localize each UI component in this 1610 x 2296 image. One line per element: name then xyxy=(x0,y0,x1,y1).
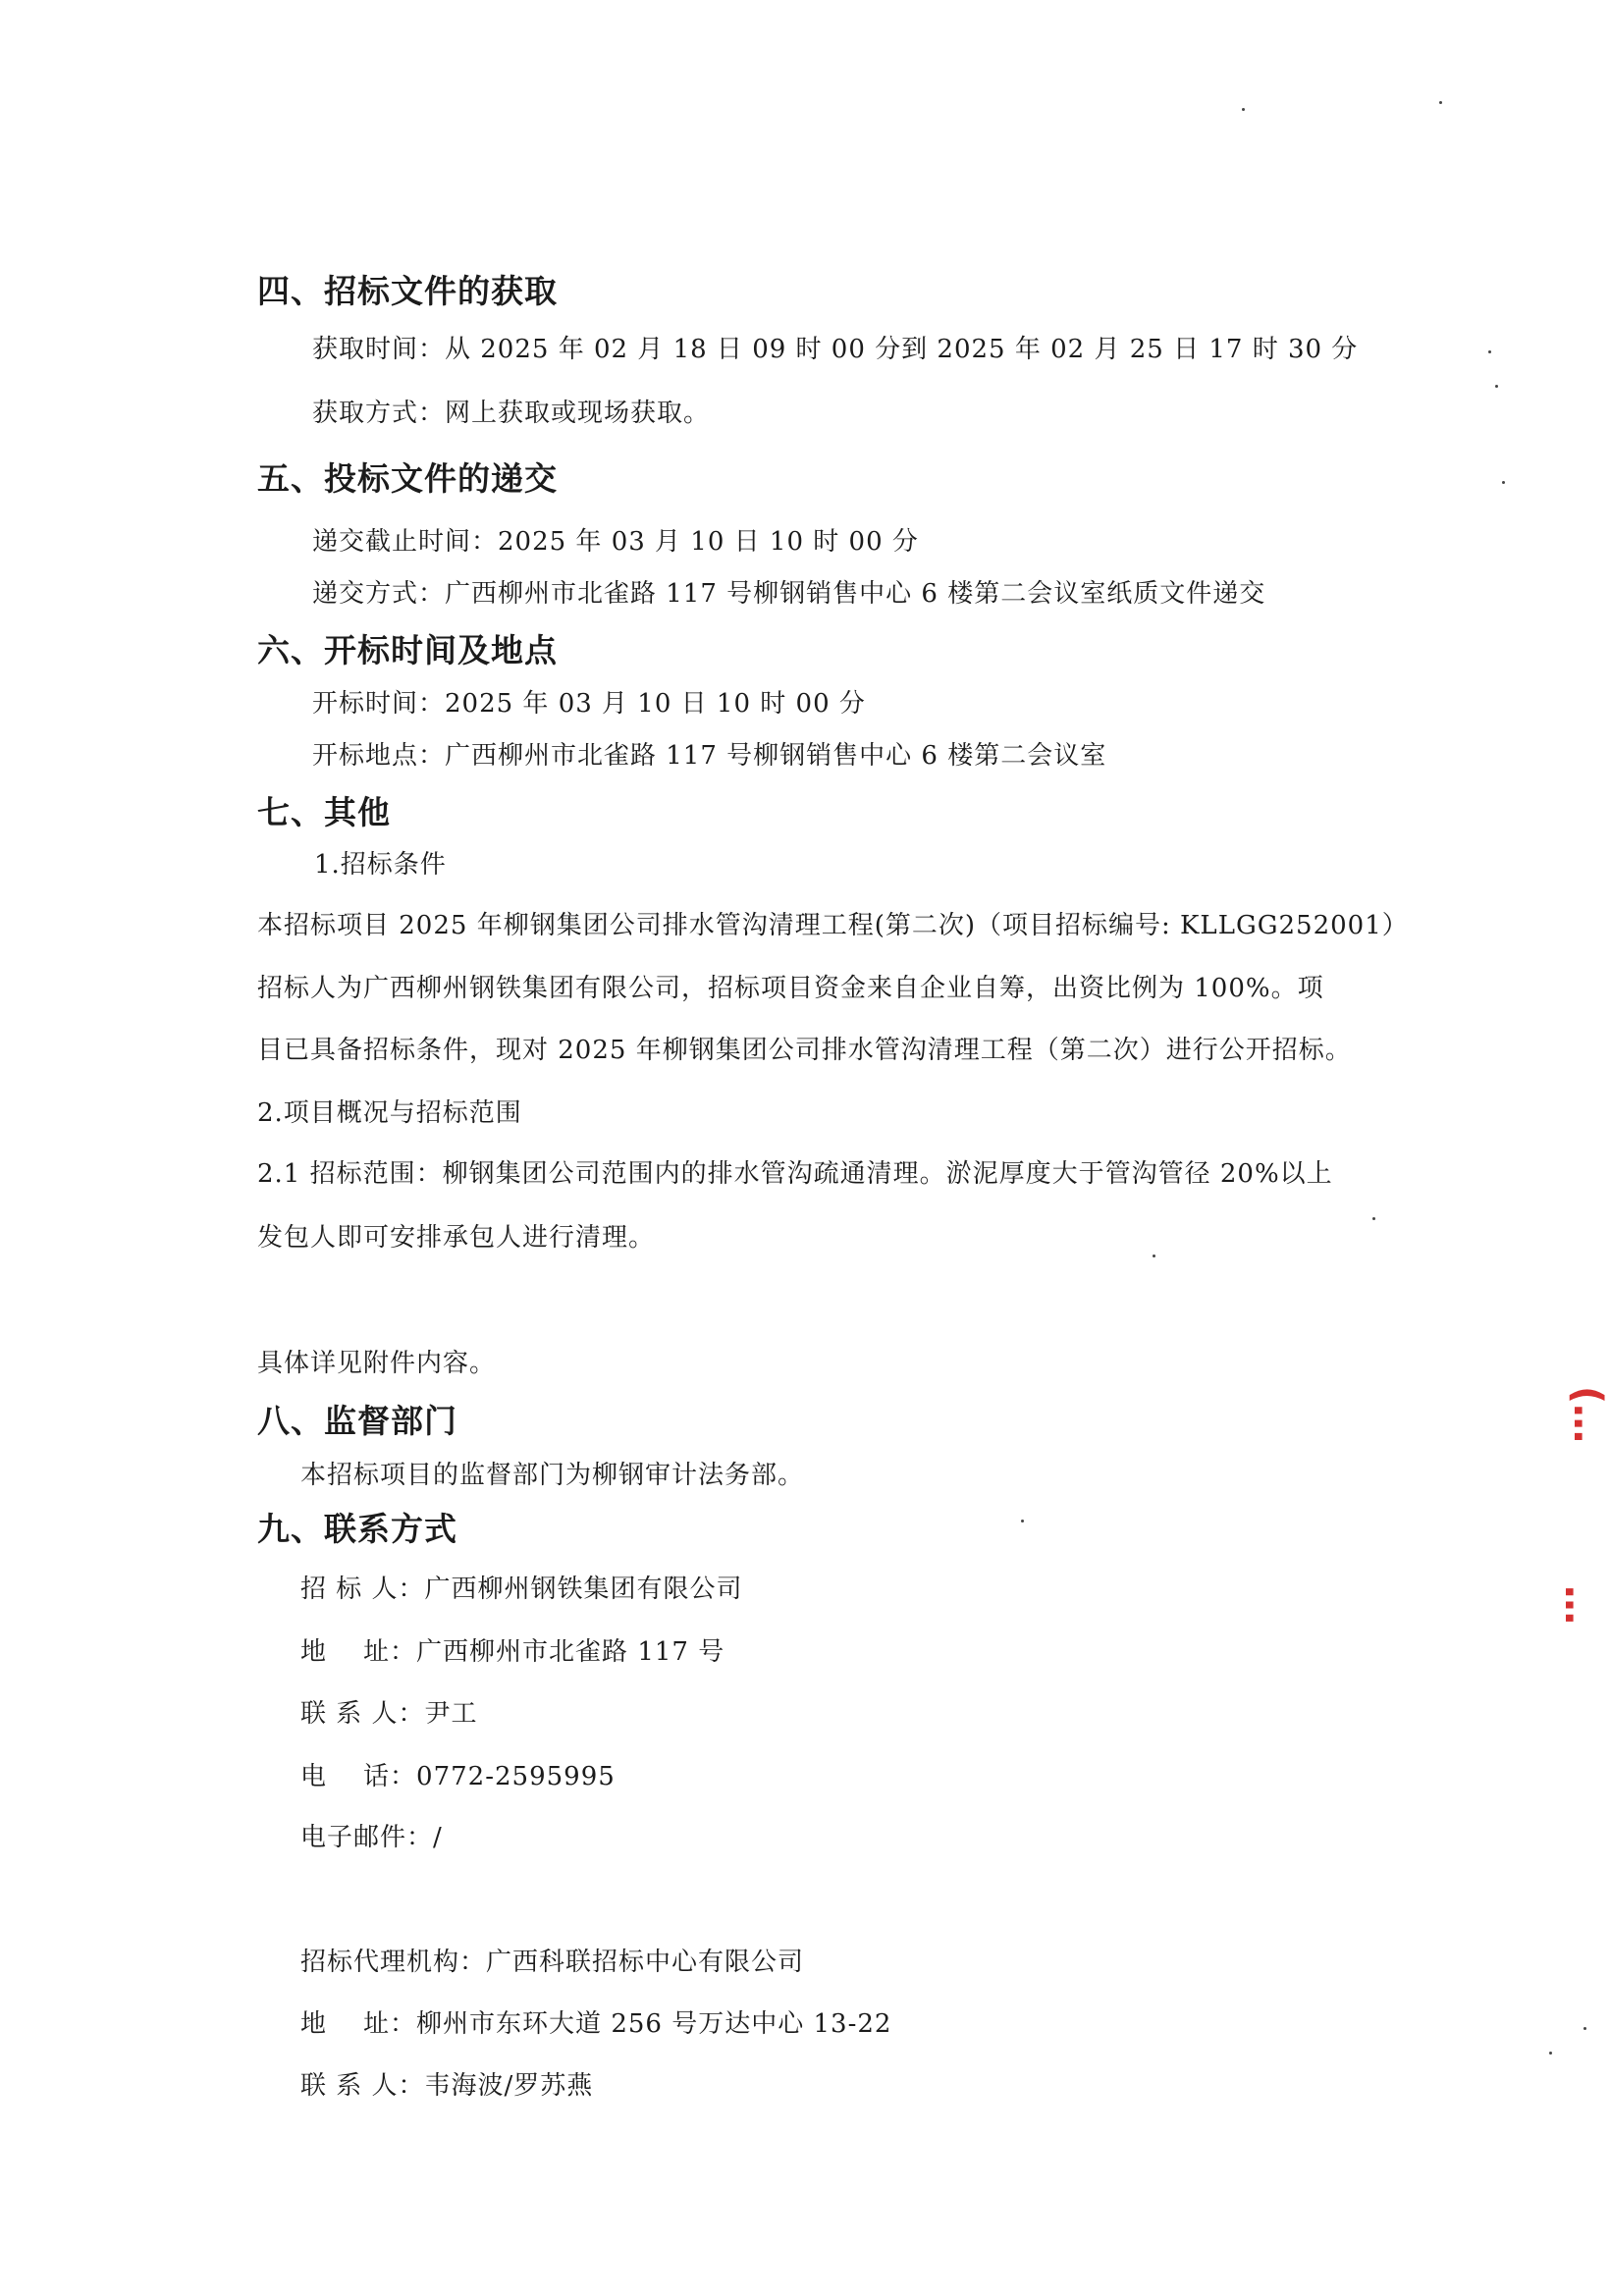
opening-time: 开标时间：2025 年 03 月 10 日 10 时 00 分 xyxy=(312,689,866,719)
submit-deadline: 递交截止时间：2025 年 03 月 10 日 10 时 00 分 xyxy=(312,527,919,557)
scan-speck xyxy=(1583,2027,1586,2030)
details-note: 具体详见附件内容。 xyxy=(257,1349,497,1378)
section-9-heading: 九、联系方式 xyxy=(257,1510,457,1548)
stamp-fragment-bottom: … xyxy=(1556,1585,1601,1625)
scan-speck xyxy=(1488,350,1491,353)
stamp-fragment-top: (… xyxy=(1565,1385,1610,1444)
opening-place: 开标地点：广西柳州市北雀路 117 号柳钢销售中心 6 楼第二会议室 xyxy=(312,741,1107,771)
item-1-title: 1.招标条件 xyxy=(314,850,447,880)
paragraph-1-line-1: 本招标项目 2025 年柳钢集团公司排水管沟清理工程(第二次)（项目招标编号: KLLGG252001） xyxy=(257,911,1409,940)
agency-contact-line: 联 系 人：韦海波/罗苏燕 xyxy=(300,2071,594,2101)
contact-line: 联 系 人：尹工 xyxy=(300,1699,478,1729)
item-2-title: 2.项目概况与招标范围 xyxy=(257,1098,522,1128)
scan-speck xyxy=(1372,1217,1375,1220)
item-2-1-line-1: 2.1 招标范围：柳钢集团公司范围内的排水管沟疏通清理。淤泥厚度大于管沟管径 20%以上 xyxy=(257,1159,1333,1189)
submit-method: 递交方式：广西柳州市北雀路 117 号柳钢销售中心 6 楼第二会议室纸质文件递交 xyxy=(312,579,1266,609)
acquire-method: 获取方式：网上获取或现场获取。 xyxy=(312,399,711,428)
section-8-heading: 八、监督部门 xyxy=(257,1402,457,1440)
section-7-heading: 七、其他 xyxy=(257,793,391,831)
paragraph-1-line-2: 招标人为广西柳州钢铁集团有限公司，招标项目资金来自企业自筹，出资比例为 100%。项 xyxy=(257,974,1324,1003)
scan-speck xyxy=(1153,1255,1155,1257)
paragraph-1-line-3: 目已具备招标条件，现对 2025 年柳钢集团公司排水管沟清理工程（第二次）进行公开招标。 xyxy=(257,1036,1352,1065)
acquire-time: 获取时间：从 2025 年 02 月 18 日 09 时 00 分到 2025 年 02 月 25 日 17 时 30 分 xyxy=(312,335,1359,364)
phone-line: 电 话：0772-2595995 xyxy=(300,1762,616,1791)
tenderer-line: 招 标 人：广西柳州钢铁集团有限公司 xyxy=(300,1575,743,1604)
agency-address-line: 地 址：柳州市东环大道 256 号万达中心 13-22 xyxy=(300,2009,892,2039)
scan-speck xyxy=(1021,1520,1024,1522)
item-2-1-line-2: 发包人即可安排承包人进行清理。 xyxy=(257,1223,656,1253)
scan-speck xyxy=(1242,108,1245,111)
section-4-heading: 四、招标文件的获取 xyxy=(257,272,558,310)
supervision-text: 本招标项目的监督部门为柳钢审计法务部。 xyxy=(300,1461,805,1490)
scan-speck xyxy=(1549,2052,1552,2055)
address-line: 地 址：广西柳州市北雀路 117 号 xyxy=(300,1637,725,1667)
agency-line: 招标代理机构：广西科联招标中心有限公司 xyxy=(300,1948,805,1977)
scan-speck xyxy=(1495,385,1498,388)
scan-speck xyxy=(1502,481,1505,484)
section-6-heading: 六、开标时间及地点 xyxy=(257,631,558,669)
section-5-heading: 五、投标文件的递交 xyxy=(257,459,558,498)
scan-speck xyxy=(1439,101,1442,104)
email-line: 电子邮件：/ xyxy=(300,1823,443,1852)
